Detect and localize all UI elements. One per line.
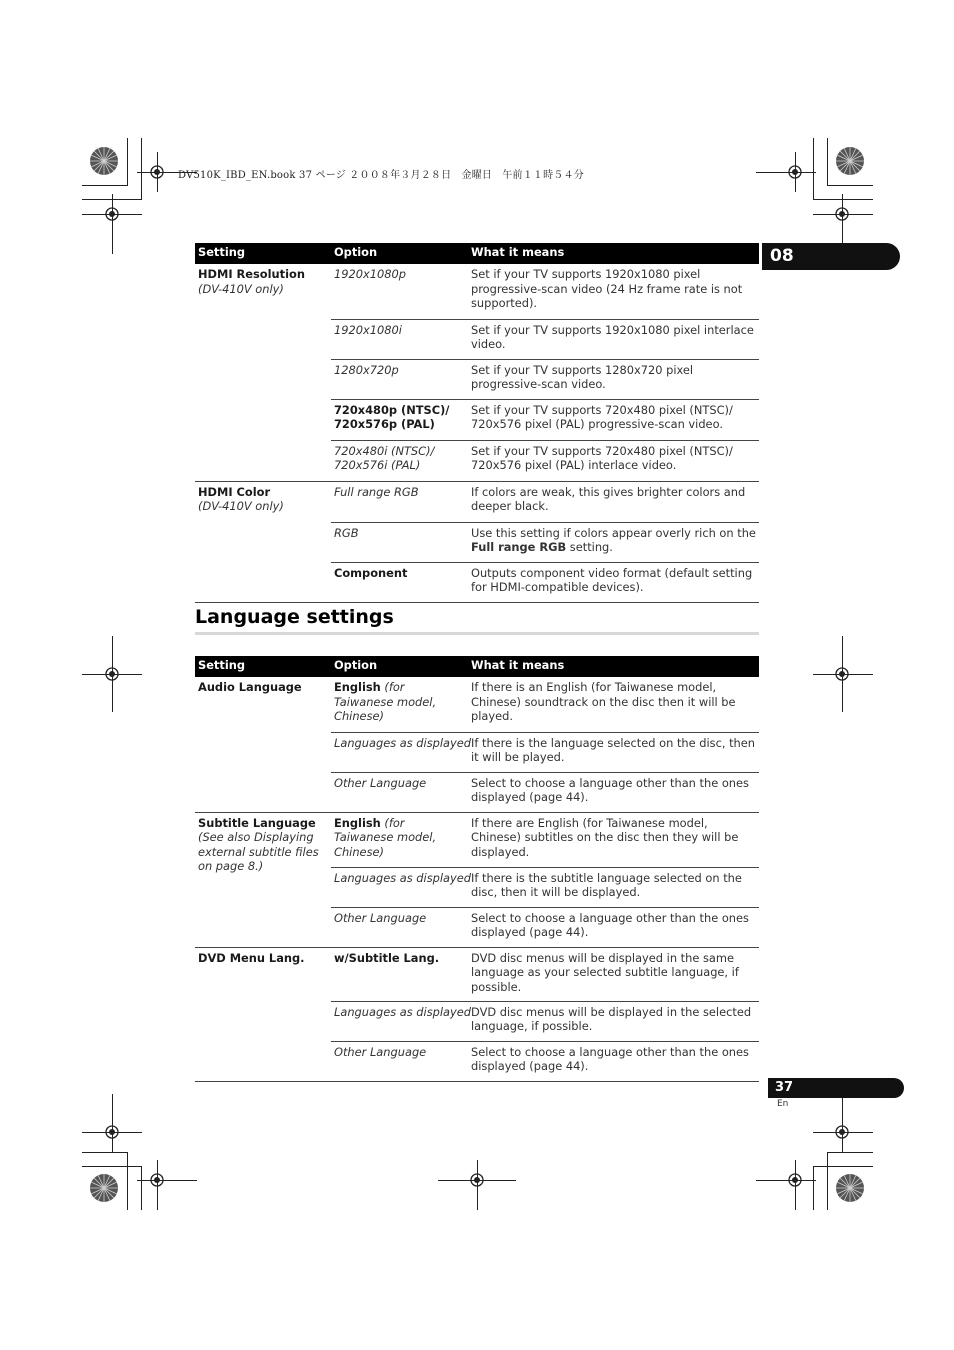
option-cell: Full range RGB (331, 481, 468, 522)
option-cell: RGB (331, 522, 468, 562)
option-cell: Languages as displayed (331, 1001, 468, 1041)
meaning-cell: Set if your TV supports 1280x720 pixel progressive-scan video. (468, 359, 759, 399)
header-setting: Setting (195, 656, 331, 677)
option-cell (331, 812, 468, 867)
page-number: 37 (775, 1080, 794, 1095)
meaning-cell: Select to choose a language other than the ones displayed (page 44). (468, 907, 759, 947)
meaning-cell: DVD disc menus will be displayed in the selected language, if possible. (468, 1001, 759, 1041)
sunburst-mark-icon (835, 146, 865, 176)
option-text: English (334, 815, 381, 830)
setting-cell (195, 812, 331, 947)
registration-target-icon (149, 1172, 165, 1188)
table-row (195, 481, 759, 522)
language-settings-table (195, 656, 759, 1082)
option-qualifier: (for Taiwanese model, Chinese) (334, 680, 437, 724)
header-option: Option (331, 243, 468, 264)
setting-name: Audio Language (198, 680, 302, 694)
option-text: English (334, 680, 381, 694)
option-cell: 1920x1080p (331, 264, 468, 319)
option-qualifier: (for Taiwanese model, Chinese) (334, 815, 437, 859)
meaning-cell: Outputs component video format (default setting for HDMI-compatible devices). (468, 562, 759, 602)
page-language: En (777, 1099, 789, 1109)
registration-target-icon (787, 164, 803, 180)
sunburst-mark-icon (89, 146, 119, 176)
setting-note: (DV-410V only) (198, 499, 284, 514)
meaning-cell: Set if your TV supports 720x480 pixel (NTSC)/ 720x576 pixel (PAL) progressive-scan video. (468, 399, 759, 440)
sunburst-mark-icon (835, 1173, 865, 1203)
option-cell: Other Language (331, 907, 468, 947)
meaning-cell: Select to choose a language other than the ones displayed (page 44). (468, 1041, 759, 1081)
meaning-cell: If there is the language selected on the disc, then it will be played. (468, 732, 759, 772)
table-row (195, 677, 759, 732)
option-cell: Languages as displayed (331, 867, 468, 907)
option-cell: Languages as displayed (331, 732, 468, 772)
option-cell: Other Language (331, 772, 468, 812)
setting-name: HDMI Color (198, 484, 271, 499)
option-cell (331, 677, 468, 732)
option-cell: 720x480p (NTSC)/ 720x576p (PAL) (331, 399, 468, 440)
setting-cell (195, 264, 331, 481)
meaning-cell: Set if your TV supports 1920x1080 pixel progressive-scan video (24 Hz frame rate is not supported). (468, 264, 759, 319)
table-header-row (195, 243, 759, 264)
setting-name: DVD Menu Lang. (198, 950, 305, 965)
setting-note: (See also Displaying external subtitle files on page 8.) (198, 830, 319, 874)
header-setting: Setting (195, 243, 331, 264)
meaning-cell: Set if your TV supports 1920x1080 pixel interlace video. (468, 319, 759, 359)
setting-cell (195, 481, 331, 602)
table-row (195, 264, 759, 319)
meaning-cell: If there is an English (for Taiwanese model, Chinese) soundtrack on the disc then it will be played. (468, 677, 759, 732)
table-row (195, 947, 759, 1001)
setting-cell (195, 677, 331, 812)
option-cell: w/Subtitle Lang. (331, 947, 468, 1001)
meaning-text: setting. (566, 540, 613, 555)
setting-name: Subtitle Language (198, 815, 316, 830)
meaning-text: Use this setting if colors appear overly rich on the (471, 525, 756, 540)
header-meaning: What it means (468, 243, 759, 264)
print-header: DV510K_IBD_EN.book 37 ページ ２００８年３月２８日 金曜日 午前１１時５４分 (178, 170, 584, 181)
meaning-cell: If there is the subtitle language selected on the disc, then it will be displayed. (468, 867, 759, 907)
registration-target-icon (104, 206, 120, 222)
option-cell: 1920x1080i (331, 319, 468, 359)
header-meaning: What it means (468, 656, 759, 677)
chapter-tab (762, 243, 900, 270)
meaning-emphasis: Full range RGB (471, 540, 567, 555)
option-cell: 720x480i (NTSC)/ 720x576i (PAL) (331, 440, 468, 481)
registration-target-icon (834, 206, 850, 222)
meaning-cell: If colors are weak, this gives brighter colors and deeper black. (468, 481, 759, 522)
registration-target-icon (834, 666, 850, 682)
meaning-cell: If there are English (for Taiwanese model, Chinese) subtitles on the disc then they will be displayed. (468, 812, 759, 867)
registration-target-icon (104, 1124, 120, 1140)
setting-name: HDMI Resolution (198, 267, 305, 281)
registration-target-icon (834, 1124, 850, 1140)
meaning-cell: Set if your TV supports 720x480 pixel (NTSC)/ 720x576 pixel (PAL) interlace video. (468, 440, 759, 481)
meaning-cell: Select to choose a language other than the ones displayed (page 44). (468, 772, 759, 812)
sunburst-mark-icon (89, 1173, 119, 1203)
section-rule (195, 632, 759, 635)
video-settings-table (195, 243, 759, 603)
meaning-cell: DVD disc menus will be displayed in the same language as your selected subtitle language, if possible. (468, 947, 759, 1001)
section-title: Language settings (195, 606, 394, 628)
chapter-number: 08 (770, 246, 794, 266)
registration-target-icon (104, 666, 120, 682)
option-cell: 1280x720p (331, 359, 468, 399)
meaning-cell (468, 522, 759, 562)
page-number-tab (768, 1078, 904, 1098)
table-row (195, 812, 759, 867)
setting-cell (195, 947, 331, 1081)
registration-target-icon (149, 164, 165, 180)
setting-note: (DV-410V only) (198, 281, 284, 296)
registration-target-icon (469, 1172, 485, 1188)
table-header-row (195, 656, 759, 677)
option-cell: Component (331, 562, 468, 602)
registration-target-icon (787, 1172, 803, 1188)
header-option: Option (331, 656, 468, 677)
option-cell: Other Language (331, 1041, 468, 1081)
